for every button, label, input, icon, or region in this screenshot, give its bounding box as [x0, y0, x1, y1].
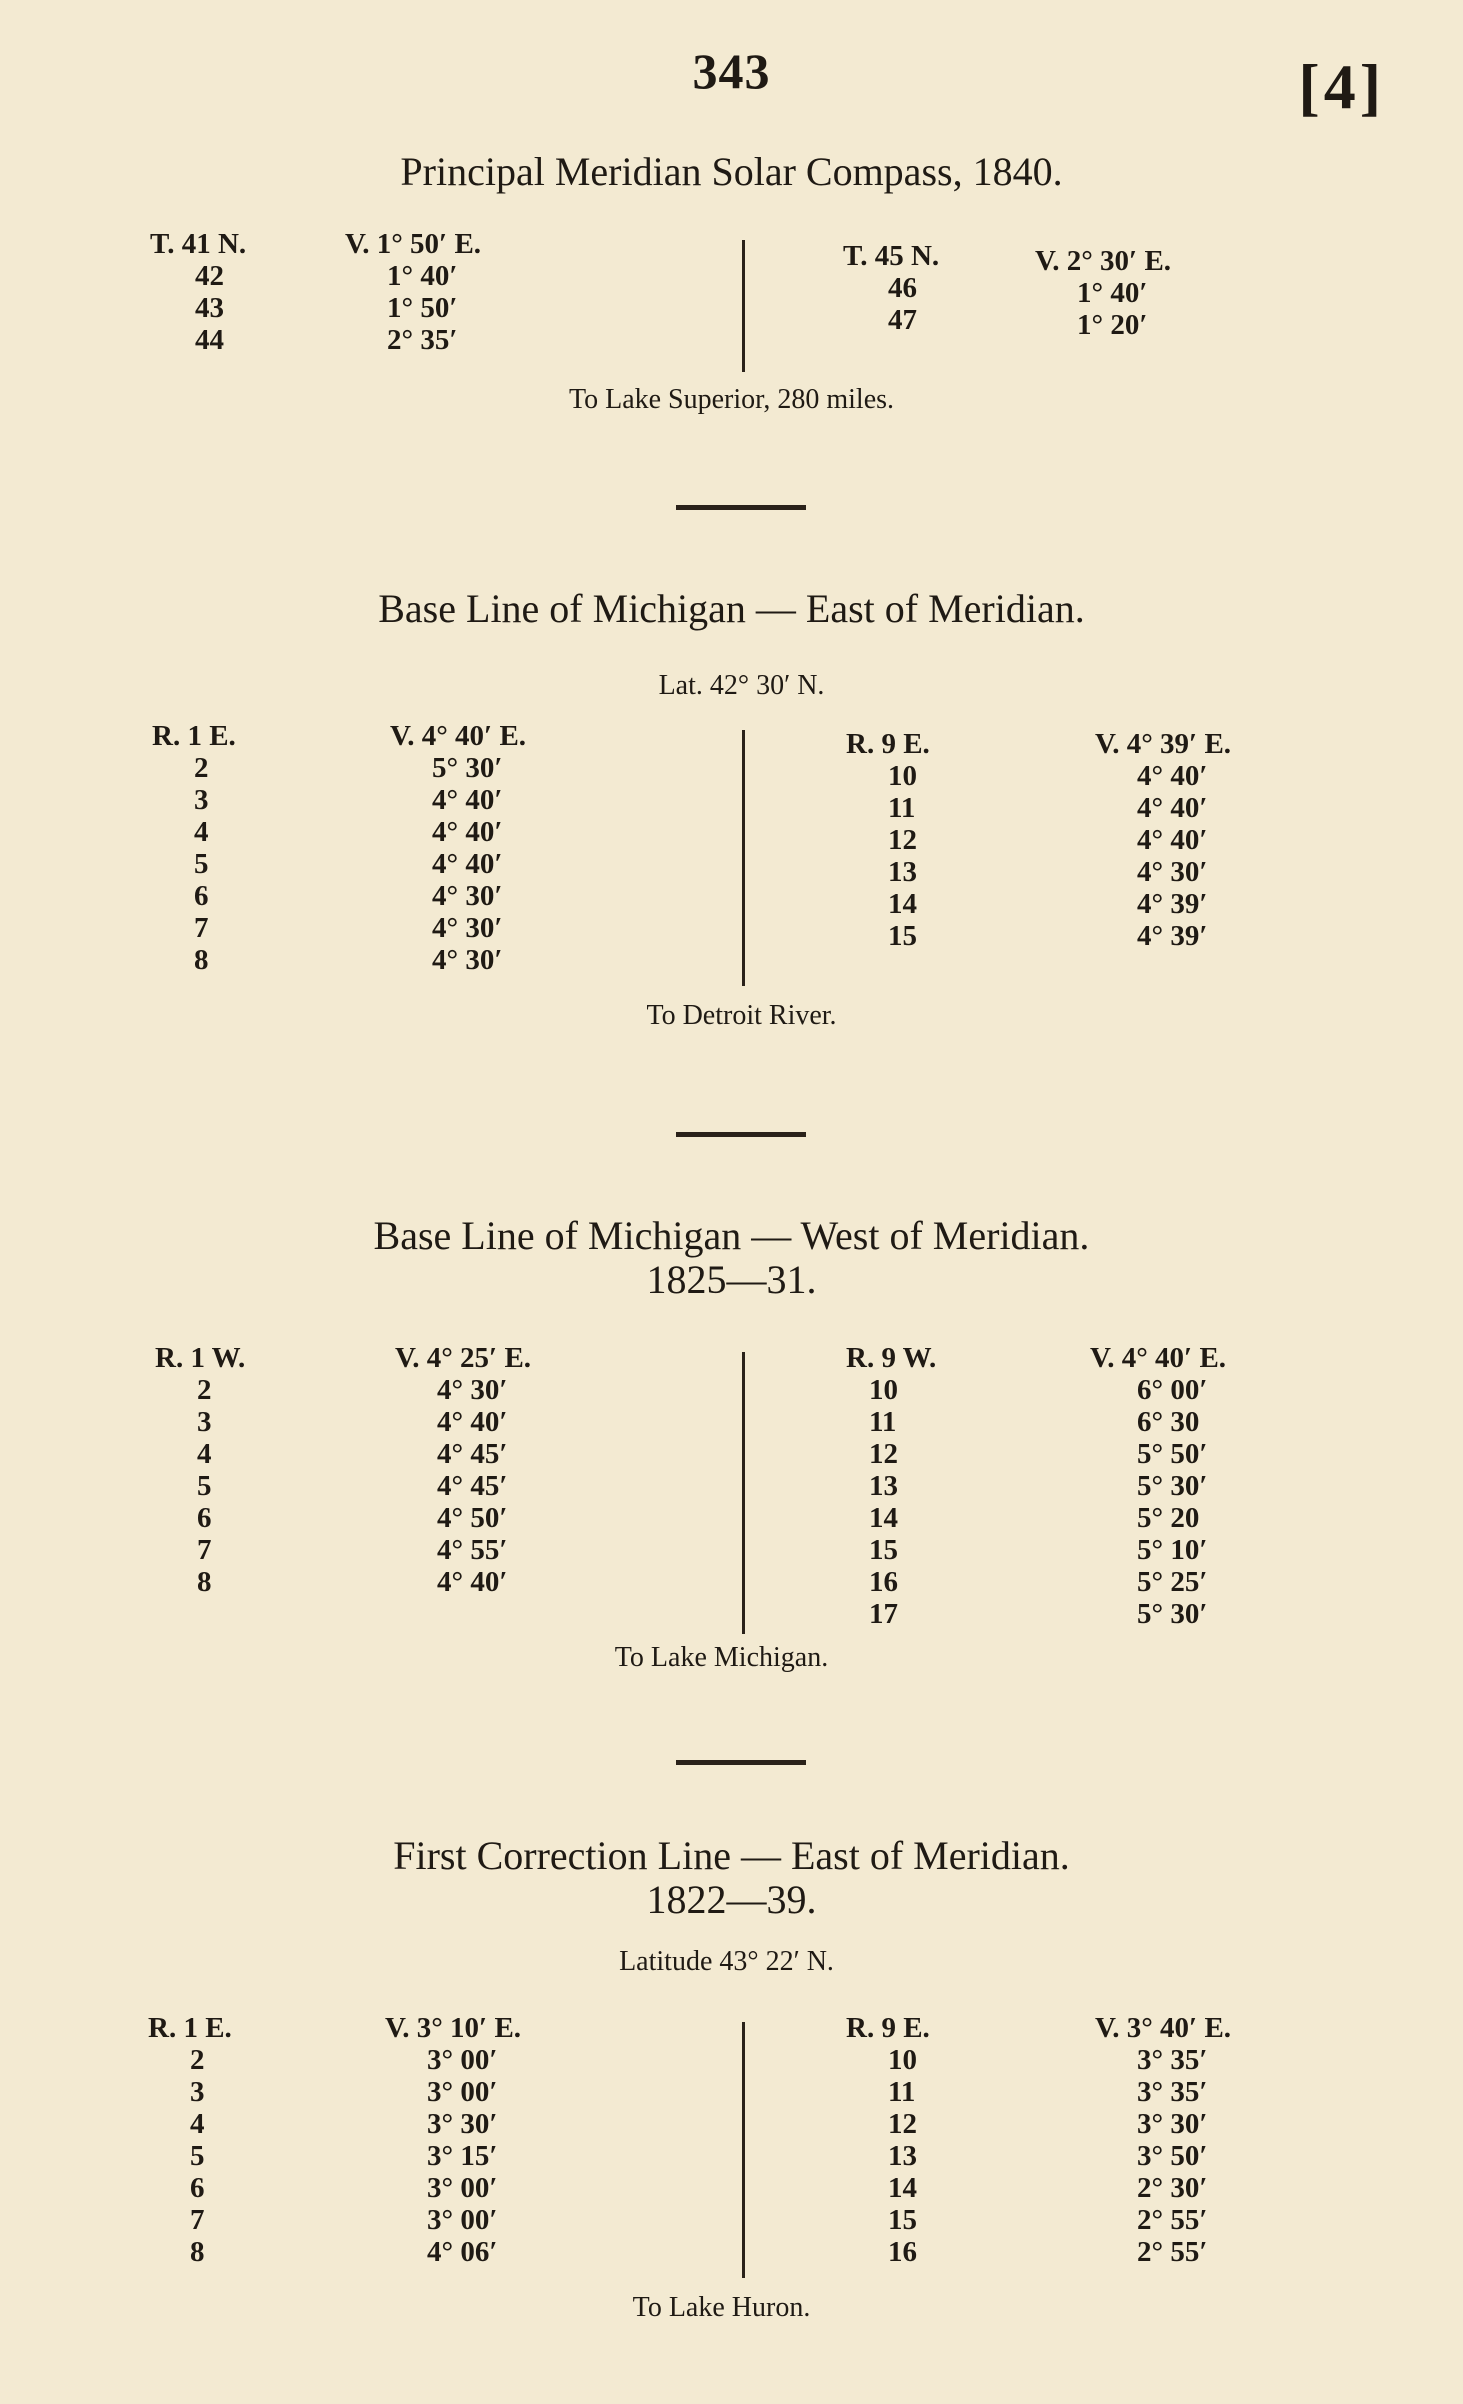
- table-cell: 5° 30′: [432, 752, 503, 784]
- table-cell: 8: [194, 944, 209, 976]
- table-cell: 43: [195, 292, 224, 324]
- table-cell: 3: [194, 784, 209, 816]
- table-cell: V. 4° 40′ E.: [390, 720, 527, 752]
- table-cell: 11: [888, 2076, 916, 2108]
- table-cell: 1° 50′: [387, 292, 458, 324]
- table-cell: 5° 25′: [1137, 1566, 1208, 1598]
- column-divider: [742, 240, 745, 372]
- table-cell: 4° 30′: [432, 944, 503, 976]
- table-cell: 4° 40′: [437, 1406, 508, 1438]
- table-cell: 7: [194, 912, 209, 944]
- s3-left-ranges: [155, 1342, 245, 1598]
- table-cell: 4° 45′: [437, 1470, 508, 1502]
- page-number: 343: [692, 43, 771, 99]
- table-cell: 14: [869, 1502, 898, 1534]
- section-title-first-correction-line: First Correction Line — East of Meridian.: [393, 1833, 1070, 1878]
- table-cell: 3° 00′: [427, 2044, 498, 2076]
- table-cell: 42: [195, 260, 224, 292]
- section-title-base-line-west: Base Line of Michigan — West of Meridian.: [373, 1213, 1090, 1258]
- table-cell: 5° 50′: [1137, 1438, 1208, 1470]
- table-cell: 5° 30′: [1137, 1598, 1208, 1630]
- table-cell: 5: [197, 1470, 212, 1502]
- s4-left-variations: [385, 2012, 521, 2268]
- table-cell: 8: [190, 2236, 205, 2268]
- table-cell: V. 2° 30′ E.: [1035, 245, 1172, 277]
- table-cell: 3° 30′: [1137, 2108, 1208, 2140]
- s4-right-variations: [1095, 2012, 1231, 2268]
- table-cell: 1° 40′: [387, 260, 458, 292]
- table-cell: R. 1 W.: [155, 1342, 246, 1374]
- table-cell: T. 41 N.: [150, 228, 247, 260]
- table-cell: V. 3° 10′ E.: [385, 2012, 522, 2044]
- section-rule: [676, 505, 806, 510]
- table-cell: 3° 30′: [427, 2108, 498, 2140]
- table-cell: 2° 30′: [1137, 2172, 1208, 2204]
- section-footer: To Lake Huron.: [632, 2292, 811, 2323]
- table-cell: 4° 40′: [1137, 760, 1208, 792]
- table-cell: 3° 35′: [1137, 2044, 1208, 2076]
- s2-left-variations: [390, 720, 526, 976]
- s1-right-townships: [843, 240, 939, 336]
- table-cell: 4° 40′: [432, 784, 503, 816]
- table-cell: 13: [888, 2140, 917, 2172]
- table-cell: 17: [869, 1598, 898, 1630]
- table-cell: 6: [197, 1502, 212, 1534]
- table-cell: R. 9 W.: [846, 1342, 937, 1374]
- table-cell: 2° 55′: [1137, 2236, 1208, 2268]
- table-cell: 10: [888, 760, 917, 792]
- table-cell: 11: [888, 792, 916, 824]
- table-cell: 11: [869, 1406, 897, 1438]
- table-cell: 5° 10′: [1137, 1534, 1208, 1566]
- table-cell: 3° 00′: [427, 2172, 498, 2204]
- table-cell: 6° 00′: [1137, 1374, 1208, 1406]
- table-cell: 2: [190, 2044, 205, 2076]
- s3-right-ranges: [846, 1342, 936, 1630]
- s4-left-ranges: [148, 2012, 232, 2268]
- table-cell: 3° 00′: [427, 2076, 498, 2108]
- table-cell: V. 4° 39′ E.: [1095, 728, 1232, 760]
- table-cell: 4° 45′: [437, 1438, 508, 1470]
- column-divider: [742, 730, 745, 986]
- table-cell: 6: [190, 2172, 205, 2204]
- table-cell: 15: [869, 1534, 898, 1566]
- s1-left-variations: [345, 228, 481, 356]
- table-cell: 14: [888, 888, 917, 920]
- s3-right-variations: [1090, 1342, 1226, 1630]
- table-cell: V. 4° 40′ E.: [1090, 1342, 1227, 1374]
- table-cell: 4° 30′: [432, 880, 503, 912]
- signature-mark: [4]: [1298, 51, 1385, 122]
- table-cell: 5: [194, 848, 209, 880]
- table-cell: R. 1 E.: [152, 720, 236, 752]
- column-divider: [742, 1352, 745, 1634]
- table-cell: 8: [197, 1566, 212, 1598]
- table-cell: T. 45 N.: [843, 240, 940, 272]
- table-cell: 6° 30: [1137, 1406, 1200, 1438]
- s1-right-variations: [1035, 245, 1171, 341]
- table-cell: 6: [194, 880, 209, 912]
- s3-left-variations: [395, 1342, 531, 1598]
- table-cell: 16: [869, 1566, 898, 1598]
- section-rule: [676, 1132, 806, 1137]
- table-cell: 12: [888, 2108, 917, 2140]
- table-cell: 1° 20′: [1077, 309, 1148, 341]
- table-cell: 4° 30′: [432, 912, 503, 944]
- section-years: 1825—31.: [646, 1257, 817, 1302]
- table-cell: 16: [888, 2236, 917, 2268]
- table-cell: 3° 35′: [1137, 2076, 1208, 2108]
- table-cell: 10: [888, 2044, 917, 2076]
- section-title-base-line-east: Base Line of Michigan — East of Meridian.: [378, 586, 1085, 631]
- table-cell: 4: [197, 1438, 212, 1470]
- table-cell: 2: [197, 1374, 212, 1406]
- table-cell: 4: [190, 2108, 205, 2140]
- table-cell: 4° 40′: [437, 1566, 508, 1598]
- table-cell: V. 1° 50′ E.: [345, 228, 482, 260]
- table-cell: 5° 30′: [1137, 1470, 1208, 1502]
- table-cell: 15: [888, 920, 917, 952]
- section-footer: To Lake Superior, 280 miles.: [568, 384, 895, 415]
- section-years: 1822—39.: [646, 1877, 817, 1922]
- table-cell: R. 9 E.: [846, 728, 930, 760]
- table-cell: 10: [869, 1374, 898, 1406]
- table-cell: 13: [869, 1470, 898, 1502]
- table-cell: 3: [197, 1406, 212, 1438]
- table-cell: 4° 50′: [437, 1502, 508, 1534]
- table-cell: V. 3° 40′ E.: [1095, 2012, 1232, 2044]
- table-cell: 4° 30′: [437, 1374, 508, 1406]
- section-rule: [676, 1760, 806, 1765]
- table-cell: 3° 00′: [427, 2204, 498, 2236]
- table-cell: 4° 40′: [432, 816, 503, 848]
- table-cell: 2° 35′: [387, 324, 458, 356]
- table-cell: 47: [888, 304, 917, 336]
- table-cell: 15: [888, 2204, 917, 2236]
- table-cell: 4° 30′: [1137, 856, 1208, 888]
- table-cell: V. 4° 25′ E.: [395, 1342, 532, 1374]
- section-footer: To Detroit River.: [646, 1000, 837, 1031]
- table-cell: 1° 40′: [1077, 277, 1148, 309]
- table-cell: 13: [888, 856, 917, 888]
- s2-right-variations: [1095, 728, 1231, 952]
- table-cell: 5: [190, 2140, 205, 2172]
- latitude-note: Latitude 43° 22′ N.: [619, 1946, 834, 1977]
- table-cell: 7: [190, 2204, 205, 2236]
- table-cell: 4° 40′: [432, 848, 503, 880]
- s1-left-townships: [150, 228, 246, 356]
- table-cell: R. 1 E.: [148, 2012, 232, 2044]
- latitude-note: Lat. 42° 30′ N.: [658, 670, 825, 701]
- table-cell: 4: [194, 816, 209, 848]
- table-cell: 4° 06′: [427, 2236, 498, 2268]
- table-cell: 4° 40′: [1137, 824, 1208, 856]
- s2-right-ranges: [846, 728, 930, 952]
- table-cell: 4° 39′: [1137, 920, 1208, 952]
- table-cell: 14: [888, 2172, 917, 2204]
- table-cell: 4° 40′: [1137, 792, 1208, 824]
- section-footer: To Lake Michigan.: [614, 1642, 829, 1673]
- column-divider: [742, 2022, 745, 2278]
- s4-right-ranges: [846, 2012, 930, 2268]
- table-cell: R. 9 E.: [846, 2012, 930, 2044]
- table-cell: 7: [197, 1534, 212, 1566]
- table-cell: 12: [888, 824, 917, 856]
- table-cell: 2: [194, 752, 209, 784]
- s2-left-ranges: [152, 720, 236, 976]
- table-cell: 46: [888, 272, 917, 304]
- table-cell: 4° 55′: [437, 1534, 508, 1566]
- table-cell: 3: [190, 2076, 205, 2108]
- table-cell: 44: [195, 324, 224, 356]
- table-cell: 12: [869, 1438, 898, 1470]
- table-cell: 3° 50′: [1137, 2140, 1208, 2172]
- table-cell: 4° 39′: [1137, 888, 1208, 920]
- table-cell: 3° 15′: [427, 2140, 498, 2172]
- section-title-principal-meridian: Principal Meridian Solar Compass, 1840.: [400, 149, 1063, 194]
- table-cell: 5° 20: [1137, 1502, 1200, 1534]
- table-cell: 2° 55′: [1137, 2204, 1208, 2236]
